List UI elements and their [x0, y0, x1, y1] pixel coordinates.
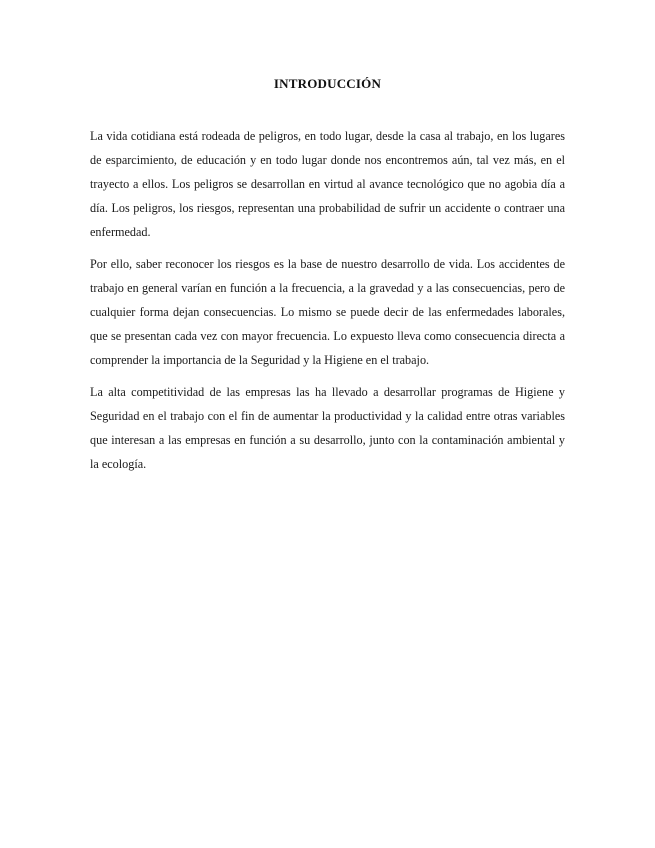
paragraph-2: Por ello, saber reconocer los riesgos es la base de nuestro desarrollo de vida. Los accidentes de trabajo en general varían en función a la frecuencia, a la gravedad y a las consecuencias, pero de cualquier forma dejan consecuencias. Lo mismo se puede decir de las enfermedades laborales, que se presentan cada vez con mayor frecuencia. Lo expuesto lleva como consecuencia directa a comprender la importancia de la Seguridad y la Higiene en el trabajo. [90, 257, 565, 367]
paragraph-3: La alta competitividad de las empresas las ha llevado a desarrollar programas de Higiene y Seguridad en el trabajo con el fin de aumentar la productividad y la calidad entre otras variables que interesan a las empresas en función a su desarrollo, junto con la contaminación ambiental y la ecología. [90, 385, 565, 471]
body-text [90, 124, 565, 484]
paragraph-1: La vida cotidiana está rodeada de peligros, en todo lugar, desde la casa al trabajo, en los lugares de esparcimiento, de educación y en todo lugar donde nos encontremos aún, tal vez más, en el trayecto a ellos. Los peligros se desarrollan en virtud al avance tecnológico que no agobia día a día. Los peligros, los riesgos, representan una probabilidad de sufrir un accidente o contraer una enfermedad. [90, 129, 565, 239]
page-title: INTRODUCCIÓN [273, 76, 382, 91]
